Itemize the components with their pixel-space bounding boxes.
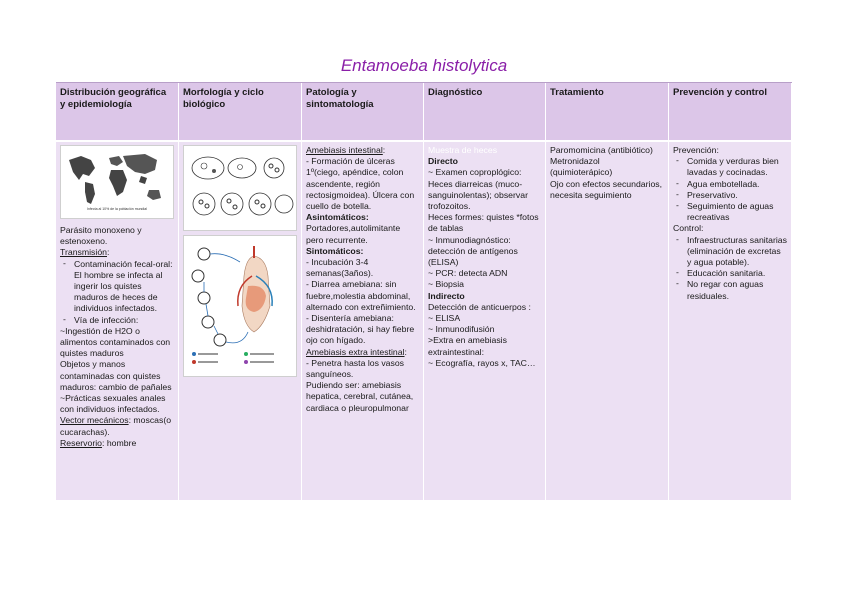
indirecto-label: Indirecto [428, 290, 465, 301]
header-prevencion: Prevención y control [669, 83, 792, 140]
tratamiento-line: Paromomicina (antibiótico) [550, 145, 653, 155]
tratamiento-line: Ojo con efectos secundarios, necesita seguimiento [550, 178, 663, 200]
sintomaticos-line: - Incubación 3-4 semanas(3años). [306, 257, 374, 279]
cell-morfologia [179, 140, 302, 500]
infeccion-line: ~Prácticas sexuales anales con individuos infectados. [60, 393, 166, 415]
indirecto-line: ~ Ecografía, rayos x, TAC… [428, 357, 536, 368]
prevencion-list [673, 156, 787, 223]
asintomaticos-label: Asintomáticos: [306, 212, 369, 223]
extra-line: - Penetra hasta los vasos sanguíneos. [306, 357, 405, 380]
sintomaticos-label: Sintomáticos: [306, 245, 364, 256]
tratamiento-line: Metronidazol (quimioterápico) [550, 156, 613, 178]
prevencion-label: Prevención: [673, 145, 719, 155]
amebiasis-intestinal-label: Amebiasis intestinal [306, 145, 383, 155]
list-item: - No regar con aguas residuales. [673, 279, 787, 301]
vector-label: Vector mecánicos [60, 415, 129, 426]
page-title: Entamoeba histolytica [340, 56, 508, 75]
indirecto-line: >Extra en amebiasis extraintestinal: [428, 335, 507, 357]
infeccion-line: ~Ingestión de H2O o alimentos contaminados con quistes maduros [60, 325, 171, 359]
directo-line: ~ Biopsia [428, 279, 464, 290]
reservorio-text: hombre [106, 437, 137, 448]
control-label: Control: [673, 223, 704, 234]
world-distribution-map [60, 145, 174, 219]
directo-line: Heces formes: quistes *fotos de tablas [428, 212, 539, 234]
list-item: - Agua embotellada. [673, 179, 787, 190]
header-patologia: Patología y sintomatología [302, 83, 424, 140]
cell-diagnostico [424, 140, 546, 500]
intestinal-text: - Formación de úlceras 1º(ciego, apéndice, colon ascendente, región rectosigmoidea). Úlcera con cuello de botella. [306, 156, 415, 212]
header-diagnostico: Diagnóstico [424, 83, 546, 140]
asintomaticos-text: Portadores,autolimitante pero recurrente. [306, 223, 401, 245]
reservorio-label: Reservorio [60, 437, 103, 448]
cell-tratamiento [546, 140, 669, 500]
list-item: - Contaminación fecal-oral: El hombre se infecta al ingerir los quistes maduros de heces de individuos infectados. [60, 259, 174, 315]
amebiasis-extra-label: Amebiasis extra intestinal [306, 346, 405, 357]
indirecto-line: ~ Inmunodifusión [428, 324, 495, 335]
list-item: - Seguimiento de aguas recreativas [673, 201, 787, 223]
transmision-label: Transmisión [60, 247, 107, 258]
transmision-list [60, 259, 174, 326]
monoxeno-text: Parásito monoxeno y estenoxeno. [60, 225, 142, 247]
life-cycle-diagram [183, 235, 297, 377]
control-list [673, 235, 787, 302]
list-item: - Preservativo. [673, 190, 787, 201]
directo-label: Directo [428, 156, 458, 167]
indirecto-line: ~ ELISA [428, 313, 461, 324]
header-tratamiento: Tratamiento [546, 83, 669, 140]
muestra-heces-text: Muestra de heces [428, 145, 498, 155]
svg-text:Infecta al 10% de la población: Infecta al 10% de la población mundial [87, 207, 147, 211]
cell-patologia: Amebiasis intestinal: - Formación de úlceras 1º(ciego, apéndice, colon ascendente, región rectosigmoidea). Úlcera con cuello de botella. Asintomáticos: Portadores,autolimitante pero recurrente. Sintomáticos: - Incubación 3-4 semanas(3años). - Diarrea amebiana: sin fuebre,molestia abdominal, alternado con extreñimiento. - Disentería amebiana: deshidratación, si hay fiebre ojo con hígado. Amebiasis extra intestinal: - Penetra hasta los vasos sanguíneos. Pudiendo ser: amebiasis hepatica, cerebral, cutánea, cardiaca o pleuropulmonar [302, 140, 424, 500]
list-item: - Infraestructuras sanitarias (eliminación de excretas y agua potable). [673, 235, 787, 269]
directo-line: ~ Examen coproplógico: Heces diarreicas (muco-sanguinolentas); observar trofozoitos. [428, 167, 528, 212]
extra-line: Pudiendo ser: amebiasis hepatica, cerebral, cutánea, cardiaca o pleuropulmonar [306, 380, 414, 413]
header-epidemiologia: Distribución geográfica y epidemiología [56, 83, 179, 140]
summary-table [56, 82, 792, 500]
infeccion-line: Objetos y manos contaminadas con quistes maduros: cambio de pañales [60, 359, 172, 392]
list-item: - Comida y verduras bien lavadas y cocinadas. [673, 156, 787, 178]
list-item: - Vía de infección: [60, 315, 174, 326]
morphology-figure [183, 145, 297, 231]
directo-line: ~ Inmunodiagnóstico: detección de antígenos (ELISA) [428, 234, 518, 268]
indirecto-line: Detección de anticuerpos : [428, 301, 531, 312]
header-morfologia: Morfología y ciclo biológico [179, 83, 302, 140]
list-item: - Educación sanitaria. [673, 268, 787, 279]
sintomaticos-line: - Disentería amebiana: deshidratación, si hay fiebre ojo con hígado. [306, 313, 415, 346]
cell-epidemiologia: Infecta al 10% de la población mundial Parásito monoxeno y estenoxeno. Transmisión: - Contaminación fecal-oral: El hombre se infecta al ingerir los quistes maduros de heces de individuos infectados. - Vía de infección: ~Ingestión de H2O o alimentos contaminados con quistes maduros Objetos y manos contaminadas con quistes maduros: cambio de pañales ~Prácticas sexuales anales con individuos infectados. Vector mecánicos: moscas(o cucarachas). Reservorio: hombre [56, 140, 179, 500]
sintomaticos-line: - Diarrea amebiana: sin fuebre,molestia abdominal, alternado con extreñimiento. [306, 279, 416, 312]
cell-prevencion [669, 140, 792, 500]
vector-text: moscas(o cucarachas). [60, 415, 172, 437]
directo-line: ~ PCR: detecta ADN [428, 268, 508, 279]
